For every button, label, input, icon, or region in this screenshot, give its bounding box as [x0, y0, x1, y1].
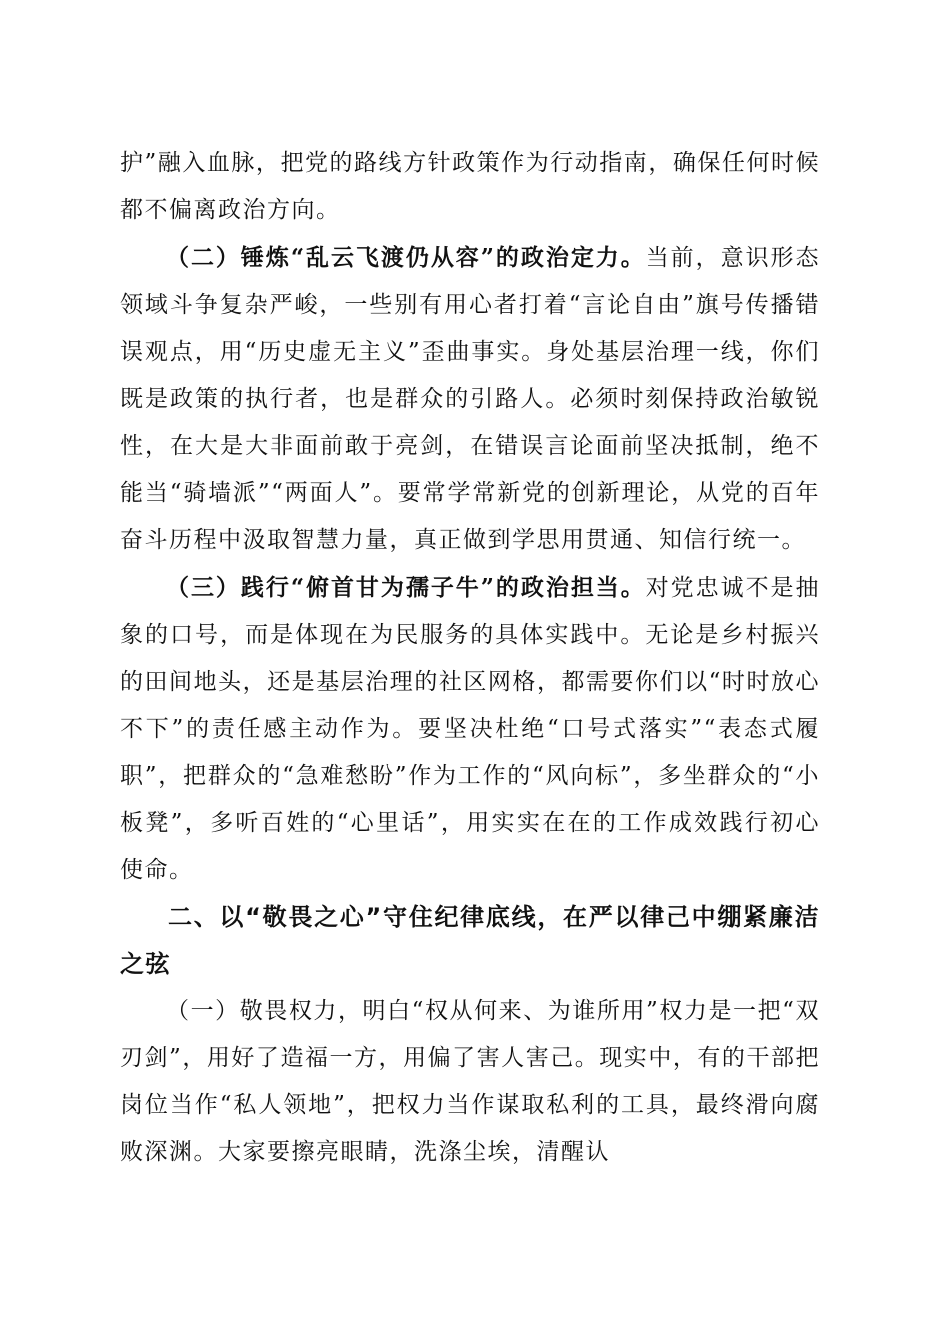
section-heading-text: 二、以“敬畏之心”守住纪律底线，在严以律己中绷紧廉洁之弦	[120, 903, 820, 978]
paragraph-continuation	[120, 140, 820, 234]
subsection-heading: （二）锤炼“乱云飞渡仍从容”的政治定力。	[166, 244, 646, 271]
paragraph-text: 权力是一把“双刃剑”，用好了造福一方，用偏了害人害己。现实中，有的干部把岗位当作“私人领地”，把权力当作谋取私利的工具，最终滑向腐败深渊。大家要擦亮眼睛，洗涤尘埃，清醒认	[120, 998, 820, 1165]
paragraph-political-determination	[120, 234, 820, 564]
paragraph-respect-power	[120, 988, 820, 1176]
paragraph-text: 当前，意识形态领域斗争复杂严峻，一些别有用心者打着“言论自由”旗号传播错误观点，用“历史虚无主义”歪曲事实。身处基层治理一线，你们既是政策的执行者，也是群众的引路人。必须时刻保持政治敏锐性，在大是大非面前敢于亮剑，在错误言论面前坚决抵制，绝不能当“骑墙派”“两面人”。要常学常新党的创新理论，从党的百年奋斗历程中汲取智慧力量，真正做到学思用贯通、知信行统一。	[120, 245, 820, 553]
paragraph-political-responsibility	[120, 564, 820, 894]
document-body	[120, 140, 820, 1176]
paragraph-text: 对党忠诚不是抽象的口号，而是体现在为民服务的具体实践中。无论是乡村振兴的田间地头，还是基层治理的社区网格，都需要你们以“时时放心不下”的责任感主动作为。要坚决杜绝“口号式落实”“表态式履职”，把群众的“急难愁盼”作为工作的“风向标”，多坐群众的“小板凳”，多听百姓的“心里话”，用实实在在的工作成效践行初心使命。	[120, 575, 820, 883]
subsection-heading: （三）践行“俯首甘为孺子牛”的政治担当。	[166, 574, 646, 601]
section-heading	[120, 894, 820, 988]
paragraph-text: 护”融入血脉，把党的路线方针政策作为行动指南，确保任何时候都不偏离政治方向。	[120, 150, 820, 223]
subsection-heading: （一）敬畏权力，明白“权从何来、为谁所用”	[166, 998, 660, 1024]
